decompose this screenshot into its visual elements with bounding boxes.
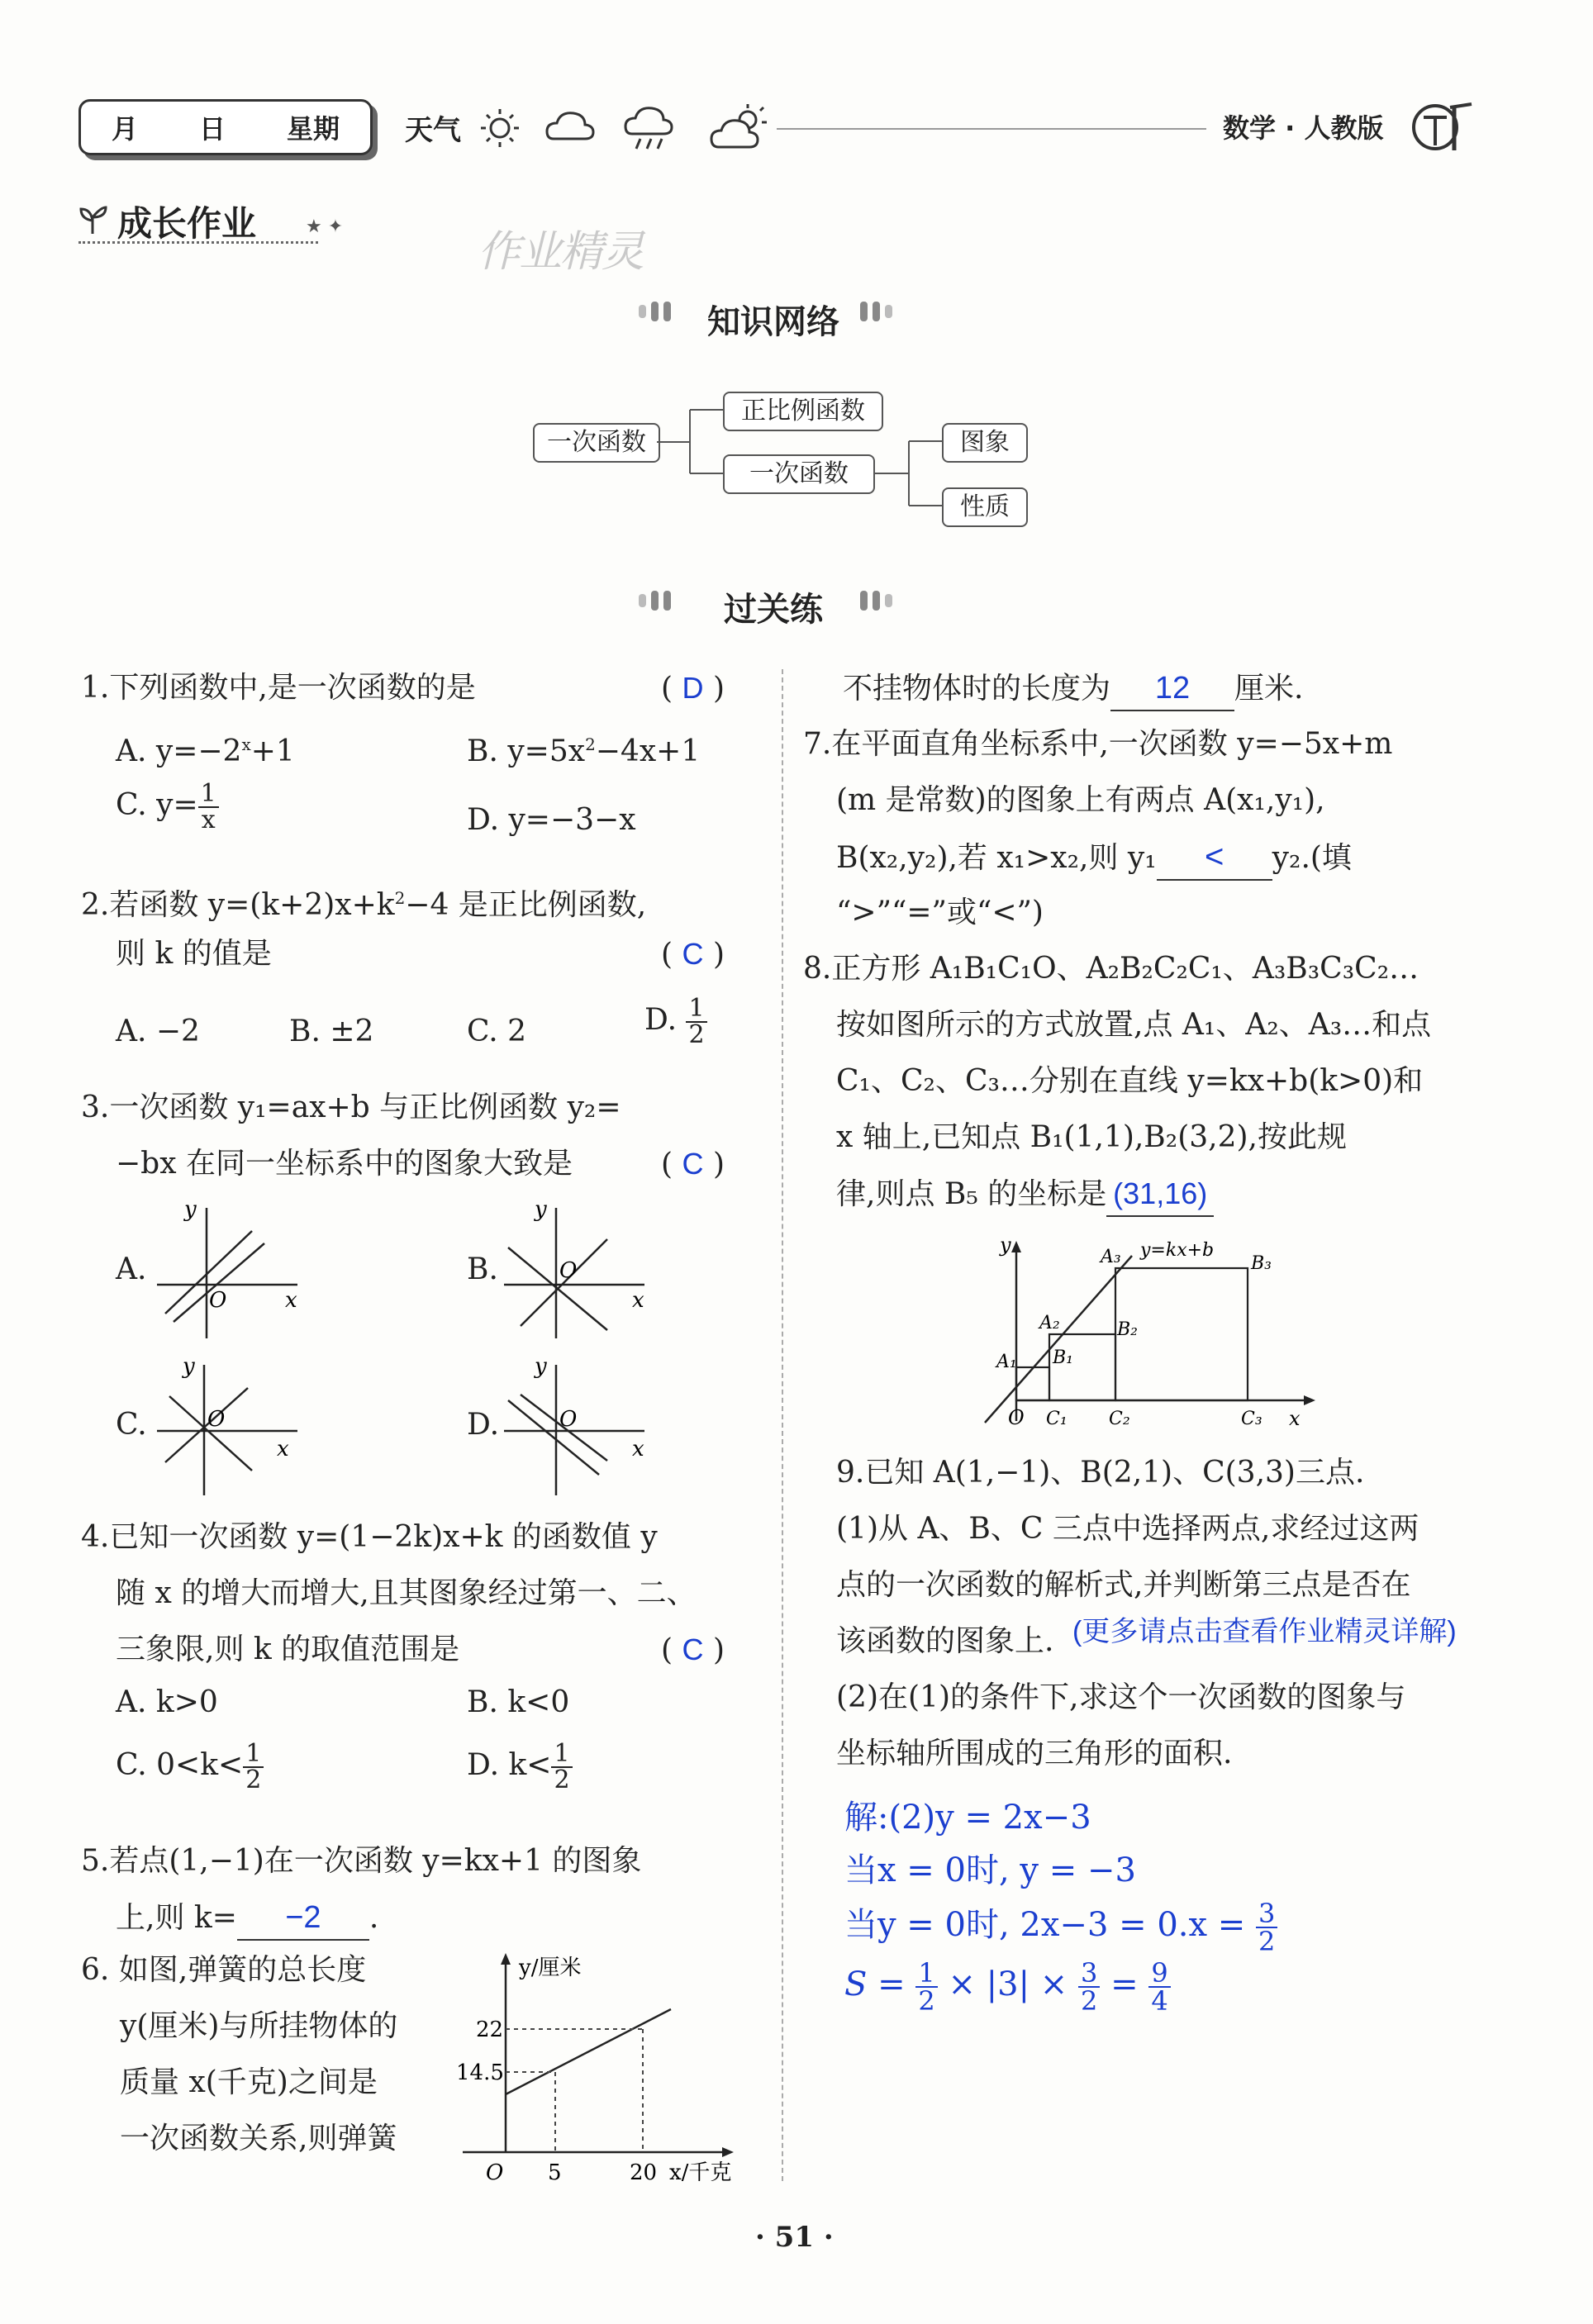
- q6-line4: 一次函数关系,则弹簧: [120, 2122, 397, 2155]
- network-connectors: [657, 405, 954, 520]
- q3-graph-b: [500, 1198, 657, 1343]
- title-bars-left: [636, 591, 673, 611]
- section-title: 成长作业: [117, 203, 257, 244]
- node-proportional: 正比例函数: [723, 392, 883, 431]
- q9-part1-line3: 该函数的图象上.: [836, 1624, 1054, 1658]
- q2-option-d: D. $\frac{1}{2}$: [644, 996, 707, 1048]
- svg-text:C₁: C₁: [1046, 1409, 1068, 1429]
- q4-answer: C: [682, 1633, 704, 1666]
- svg-text:y: y: [1000, 1233, 1011, 1257]
- q2-answer-paren: ( C ): [661, 937, 725, 972]
- q6-continuation: 不挂物体时的长度为 12 厘米.: [843, 668, 1303, 711]
- node-graph: 图象: [942, 423, 1028, 463]
- svg-text:A₃: A₃: [1101, 1247, 1121, 1267]
- q2-option-a: A. −2: [116, 1015, 200, 1048]
- q6-data-line: [506, 2009, 671, 2094]
- q4-option-d: D. k< $\frac{1}{2}$: [467, 1742, 573, 1793]
- q9-solution-line4: S = $\frac{1}{2}$ × |3| × $\frac{3}{2}$ = $\frac{9}{4}$: [844, 1960, 1171, 2014]
- partly-cloudy-icon: [711, 104, 767, 147]
- svg-text:O: O: [559, 1407, 578, 1432]
- q1-answer: D: [682, 671, 704, 705]
- q9-solution-line2: 当x = 0时, y = −3: [844, 1851, 1136, 1889]
- q1-option-b: B. $y=5x^2-4x+1$: [467, 734, 701, 768]
- q4-line3: 三象限,则 k 的取值范围是: [116, 1633, 460, 1666]
- svg-text:A₂: A₂: [1039, 1313, 1060, 1333]
- svg-text:x: x: [277, 1437, 289, 1461]
- q3-label-a: A.: [116, 1252, 147, 1286]
- q4-line2: 随 x 的增大而增大,且其图象经过第一、二、: [116, 1576, 697, 1610]
- svg-text:x: x: [632, 1437, 644, 1461]
- svg-text:O: O: [1008, 1406, 1025, 1429]
- date-month: 月: [111, 113, 138, 145]
- q6-spring-graph: [446, 1950, 760, 2181]
- cloud-icon: [547, 113, 593, 139]
- q3-graph-d: [500, 1355, 657, 1499]
- star-deco-icon: ★ ✦: [306, 216, 344, 237]
- date-box: [78, 99, 373, 155]
- q4-answer-paren: ( C ): [661, 1633, 725, 1667]
- q5-line1: 5.若点(1,−1)在一次函数 y=kx+1 的图象: [81, 1844, 642, 1878]
- practice-title: 过关练: [724, 591, 823, 629]
- page-number: · 51 ·: [755, 2221, 834, 2254]
- q9-part2-line1: (2)在(1)的条件下,求这个一次函数的图象与: [836, 1680, 1406, 1714]
- svg-text:C₂: C₂: [1109, 1409, 1130, 1429]
- q8-line4: x 轴上,已知点 B₁(1,1),B₂(3,2),按此规: [836, 1120, 1347, 1154]
- svg-text:A₁: A₁: [996, 1352, 1017, 1372]
- q4-option-a: A. k>0: [116, 1685, 218, 1719]
- node-linear: 一次函数: [723, 454, 875, 494]
- q2-line2: 则 k 的值是: [116, 937, 272, 971]
- watermark: 作业精灵: [478, 227, 644, 277]
- header-rule: [777, 128, 1206, 130]
- svg-text:14.5: 14.5: [456, 2060, 504, 2085]
- q3-answer-paren: ( C ): [661, 1147, 725, 1181]
- q6-answer: 12: [1154, 671, 1191, 706]
- svg-text:y: y: [535, 1198, 547, 1222]
- rain-icon: [625, 108, 672, 149]
- q3-graph-a: [153, 1198, 310, 1343]
- q3-label-d: D.: [467, 1408, 500, 1442]
- svg-text:x: x: [632, 1288, 644, 1313]
- svg-text:y: y: [535, 1355, 547, 1379]
- date-day: 日: [198, 113, 226, 145]
- svg-text:y=kx+b: y=kx+b: [1140, 1240, 1215, 1261]
- svg-text:x: x: [285, 1288, 297, 1313]
- svg-text:O: O: [209, 1288, 227, 1313]
- q3-graph-c: [153, 1355, 310, 1499]
- svg-text:y: y: [183, 1355, 195, 1379]
- svg-text:O: O: [207, 1407, 226, 1432]
- svg-text:22: 22: [476, 2017, 504, 2042]
- q9-solution-line3: 当y = 0时, 2x−3 = 0.x = $\frac{3}{2}$: [844, 1900, 1277, 1955]
- q1-stem: 1.下列函数中,是一次函数的是: [81, 671, 476, 705]
- q7-line3: B(x₂,y₂),若 x₁>x₂,则 y₁ < y₂.(填: [836, 836, 1352, 881]
- q8-line3: C₁、C₂、C₃…分别在直线 y=kx+b(k>0)和: [836, 1064, 1424, 1098]
- weather-label: 天气: [405, 114, 461, 147]
- svg-text:x/千克: x/千克: [669, 2160, 732, 2181]
- svg-text:O: O: [486, 2160, 504, 2181]
- svg-text:B₂: B₂: [1117, 1319, 1138, 1340]
- q3-label-b: B.: [467, 1252, 498, 1286]
- q2-answer: C: [682, 937, 704, 971]
- date-week: 星期: [286, 113, 340, 145]
- svg-text:5: 5: [548, 2160, 562, 2181]
- q8-squares-figure: [975, 1231, 1322, 1446]
- q9-part1-line1: (1)从 A、B、C 三点中选择两点,求经过这两: [836, 1512, 1419, 1546]
- svg-text:20: 20: [630, 2160, 658, 2181]
- q1-option-d: D. y=−3−x: [467, 803, 636, 837]
- q8-line2: 按如图所示的方式放置,点 A₁、A₂、A₃…和点: [836, 1008, 1432, 1042]
- q4-option-c: C. 0<k< $\frac{1}{2}$: [116, 1742, 264, 1793]
- q6-line1: 6. 如图,弹簧的总长度: [81, 1953, 367, 1987]
- q8-answer: (31,16): [1113, 1176, 1208, 1210]
- svg-text:x: x: [1289, 1407, 1301, 1430]
- q7-line4: “>”“=”或“<”): [836, 896, 1044, 929]
- q7-line2: (m 是常数)的图象上有两点 A(x₁,y₁),: [836, 783, 1325, 817]
- q3-answer: C: [682, 1147, 704, 1181]
- knowledge-network-title: 知识网络: [707, 303, 839, 341]
- subject-label: 数学 · 人教版: [1223, 112, 1384, 144]
- logo-icon: [1409, 93, 1475, 159]
- svg-text:O: O: [559, 1258, 578, 1283]
- q4-line1: 4.已知一次函数 y=(1−2k)x+k 的函数值 y: [81, 1520, 658, 1554]
- node-root: 一次函数: [533, 423, 660, 463]
- q5-line2: 上,则 k= −2 .: [116, 1897, 378, 1941]
- q8-line5: 律,则点 B₅ 的坐标是 (31,16): [836, 1173, 1214, 1217]
- column-divider: [782, 669, 783, 2181]
- q2-option-b: B. ±2: [289, 1015, 374, 1048]
- title-bars-right: [858, 302, 895, 321]
- q6-line3: 质量 x(千克)之间是: [120, 2065, 378, 2099]
- title-bars-right: [858, 591, 895, 611]
- q6-line2: y(厘米)与所挂物体的: [120, 2009, 398, 2043]
- q7-line1: 7.在平面直角坐标系中,一次函数 y=−5x+m: [803, 727, 1393, 761]
- q3-label-c: C.: [116, 1408, 147, 1442]
- q5-answer: −2: [285, 1900, 321, 1935]
- q1-option-a: A. $y=-2^x+1$: [116, 734, 295, 768]
- q1-option-c: C. y= $\frac{1}{x}$: [116, 782, 219, 833]
- sprout-icon: [76, 202, 109, 235]
- q3-line2: −bx 在同一坐标系中的图象大致是: [116, 1147, 573, 1181]
- sun-icon: [481, 109, 519, 147]
- q2-option-c: C. 2: [467, 1015, 527, 1048]
- more-solutions-link[interactable]: (更多请点击查看作业精灵详解): [1072, 1616, 1457, 1647]
- q9-solution-line1: 解:(2)y = 2x−3: [844, 1799, 1091, 1837]
- q9-part2-line2: 坐标轴所围成的三角形的面积.: [836, 1737, 1233, 1770]
- svg-text:C₃: C₃: [1241, 1409, 1263, 1429]
- q4-option-b: B. k<0: [467, 1685, 570, 1719]
- q3-line1: 3.一次函数 y₁=ax+b 与正比例函数 y₂=: [81, 1091, 621, 1124]
- q8-line1: 8.正方形 A₁B₁C₁O、A₂B₂C₂C₁、A₃B₃C₃C₂…: [803, 952, 1419, 986]
- svg-text:y: y: [184, 1198, 197, 1222]
- svg-text:B₃: B₃: [1251, 1253, 1272, 1274]
- q1-answer-paren: ( D ): [661, 671, 725, 706]
- section-title-underline: [78, 241, 318, 244]
- q2-line1: 2.若函数 $y=(k+2)x+k^2-4$ 是正比例函数,: [81, 888, 647, 922]
- weather-icons: [479, 99, 777, 157]
- node-property: 性质: [942, 487, 1028, 527]
- title-bars-left: [636, 302, 673, 321]
- q8-line-ykxb: [985, 1256, 1132, 1423]
- svg-text:y/厘米: y/厘米: [519, 1956, 582, 1980]
- q7-answer: <: [1204, 839, 1224, 875]
- q9-part1-line2: 点的一次函数的解析式,并判断第三点是否在: [836, 1568, 1411, 1602]
- svg-text:B₁: B₁: [1053, 1347, 1073, 1368]
- q9-line1: 9.已知 A(1,−1)、B(2,1)、C(3,3)三点.: [836, 1456, 1365, 1490]
